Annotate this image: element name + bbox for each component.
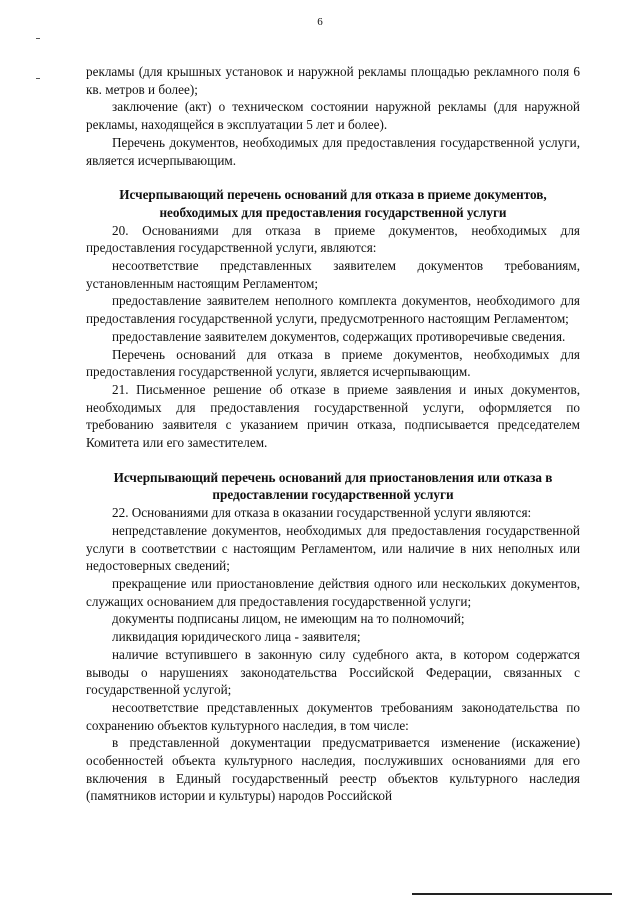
paragraph: предоставление заявителем неполного комплекта документов, необходимого для предоставления государственной услуги, предусмотренного настоящим Регламентом;: [86, 293, 580, 327]
paragraph: в представленной документации предусматривается изменение (искажение) особенностей объекта культурного наследия, послуживших основаниями для его включения в Единый государственный реестр объектов культурного наследия (памятников истории и культуры) народов Российской: [86, 735, 580, 804]
paragraph: несоответствие представленных документов требованиям законодательства по сохранению объектов культурного наследия, в том числе:: [86, 699, 580, 733]
paragraph: 21. Письменное решение об отказе в приеме заявления и иных документов, необходимых для предоставления государственной услуги, оформляется по требованию заявителя с указанием причин отказа, подписывается председателем Комитета или его заместителем.: [86, 381, 580, 451]
paragraph: наличие вступившего в законную силу судебного акта, в котором содержатся выводы о нарушениях законодательства Российской Федерации, связанных с государственной услугой;: [86, 646, 580, 698]
section-heading: Исчерпывающий перечень оснований для отказа в приеме документов, необходимых для предоставления государственной услуги: [119, 187, 547, 220]
paragraph: непредставление документов, необходимых для предоставления государственной услуги в соответствии с настоящим Регламентом, или наличие в них неполных или недостоверных сведений;: [86, 522, 580, 574]
paragraph: несоответствие представленных заявителем документов требованиям, установленным настоящим Регламентом;: [86, 258, 580, 291]
paragraph: рекламы (для крышных установок и наружной рекламы площадью рекламного поля 6 кв. метров и более);: [86, 64, 580, 97]
paragraph: 22. Основаниями для отказа в оказании государственной услуги являются:: [112, 505, 532, 521]
paragraph: 20. Основаниями для отказа в приеме документов, необходимых для предоставления государственной услуги, являются:: [86, 222, 580, 256]
paragraph: Перечень оснований для отказа в приеме документов, необходимых для предоставления государственной услуги, является исчерпывающим.: [86, 346, 580, 380]
paragraph: ликвидация юридического лица - заявителя;: [112, 629, 361, 645]
margin-mark: [36, 38, 40, 39]
paragraph: заключение (акт) о техническом состоянии наружной рекламы (для наружной рекламы, находящейся в эксплуатации 5 лет и более).: [86, 99, 580, 133]
page-number: 6: [317, 16, 323, 28]
paragraph: предоставление заявителем документов, содержащих противоречивые сведения.: [112, 328, 566, 344]
footer-rule: [412, 893, 612, 895]
paragraph: Перечень документов, необходимых для предоставления государственной услуги, является исчерпывающим.: [86, 134, 580, 168]
section-heading: Исчерпывающий перечень оснований для приостановления или отказа в предоставлении государственной услуги: [113, 469, 553, 503]
paragraph: прекращение или приостановление действия одного или нескольких документов, служащих основанием для предоставления государственной услуги;: [86, 575, 580, 609]
document-body: [86, 63, 580, 805]
margin-mark: [36, 78, 40, 79]
paragraph: документы подписаны лицом, не имеющим на то полномочий;: [112, 611, 465, 627]
